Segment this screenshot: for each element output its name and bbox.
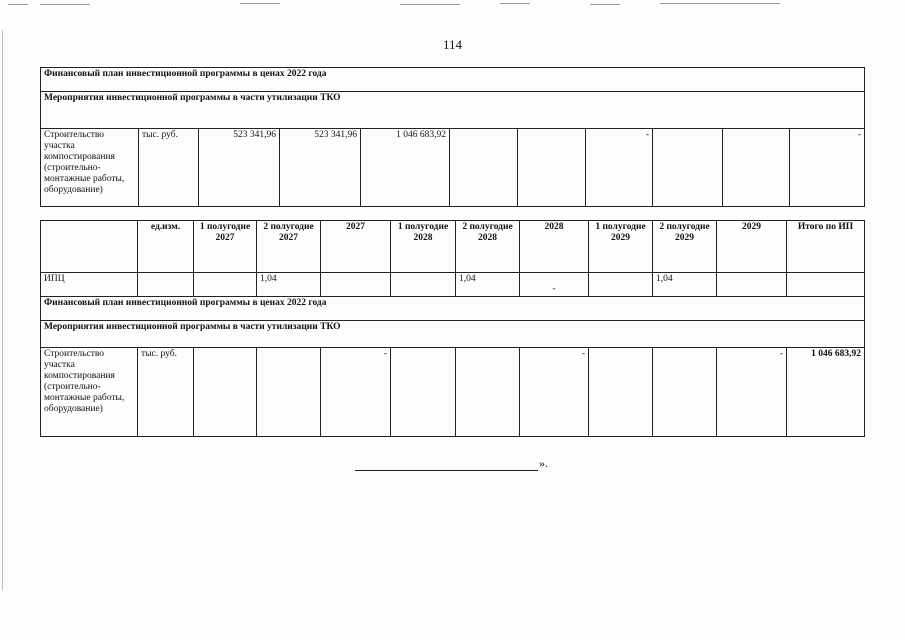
scan-artifact xyxy=(660,3,780,4)
financial-plan-table-2 xyxy=(40,220,865,437)
header-2027: 2027 xyxy=(321,221,391,273)
ipc-label: ИПЦ xyxy=(41,273,138,297)
cell-empty xyxy=(391,273,456,297)
cell-empty xyxy=(138,273,194,297)
scan-artifact xyxy=(400,4,460,5)
cell-empty xyxy=(717,273,787,297)
scan-artifact xyxy=(240,3,280,4)
closing-quote-mark: ». xyxy=(539,456,548,470)
cell-empty xyxy=(723,129,790,207)
cell-empty xyxy=(787,273,865,297)
header-total: Итого по ИП xyxy=(787,221,865,273)
cell-value: - xyxy=(790,129,865,207)
header-empty xyxy=(41,221,138,273)
header-unit: ед.изм. xyxy=(138,221,194,273)
ipc-value: 1,04 xyxy=(653,273,717,297)
scan-artifact xyxy=(8,4,28,5)
cell-empty xyxy=(518,129,586,207)
cell-value: - xyxy=(520,348,589,437)
cell-empty xyxy=(321,273,391,297)
row-unit: тыс. руб. xyxy=(139,129,199,207)
cell-value: - xyxy=(717,348,787,437)
scan-artifact xyxy=(500,3,530,4)
header-h1-2028: 1 полугодие 2028 xyxy=(391,221,456,273)
header-2029: 2029 xyxy=(717,221,787,273)
cell-empty xyxy=(456,348,520,437)
header-h2-2029: 2 полугодие 2029 xyxy=(653,221,717,273)
ipc-value: 1,04 xyxy=(257,273,321,297)
cell-empty xyxy=(589,273,653,297)
scan-artifact xyxy=(2,30,3,590)
cell-empty xyxy=(391,348,456,437)
ipc-value: 1,04 xyxy=(456,273,520,297)
scan-artifact xyxy=(590,4,620,5)
plan-subtitle: Мероприятия инвестиционной программы в части утилизации ТКО xyxy=(41,92,865,129)
ipc-value: - xyxy=(520,273,589,297)
header-2028: 2028 xyxy=(520,221,589,273)
cell-value: 523 341,96 xyxy=(280,129,361,207)
header-h1-2027: 1 полугодие 2027 xyxy=(194,221,257,273)
header-h2-2028: 2 полугодие 2028 xyxy=(456,221,520,273)
plan-title: Финансовый план инвестиционной программы в ценах 2022 года xyxy=(41,297,865,321)
cell-empty xyxy=(589,348,653,437)
total-value: 1 046 683,92 xyxy=(787,348,865,437)
row-name: Строительство участка компостирования (строительно-монтажные работы, оборудование) xyxy=(41,129,139,207)
plan-subtitle: Мероприятия инвестиционной программы в части утилизации ТКО xyxy=(41,321,865,348)
header-h2-2027: 2 полугодие 2027 xyxy=(257,221,321,273)
scan-artifact xyxy=(40,4,90,5)
row-unit: тыс. руб. xyxy=(138,348,194,437)
cell-value: 1 046 683,92 xyxy=(361,129,450,207)
plan-title: Финансовый план инвестиционной программы в ценах 2022 года xyxy=(41,68,865,92)
cell-value: - xyxy=(321,348,391,437)
underline-rule xyxy=(355,460,538,471)
row-name: Строительство участка компостирования (строительно-монтажные работы, оборудование) xyxy=(41,348,138,437)
financial-plan-table-1 xyxy=(40,67,865,207)
cell-empty xyxy=(257,348,321,437)
cell-empty xyxy=(653,348,717,437)
closing-line xyxy=(355,456,548,471)
cell-empty xyxy=(194,348,257,437)
header-h1-2029: 1 полугодие 2029 xyxy=(589,221,653,273)
cell-value: 523 341,96 xyxy=(199,129,280,207)
cell-value: - xyxy=(586,129,653,207)
cell-empty xyxy=(653,129,723,207)
page-number: 114 xyxy=(442,37,463,52)
cell-empty xyxy=(450,129,518,207)
cell-empty xyxy=(194,273,257,297)
